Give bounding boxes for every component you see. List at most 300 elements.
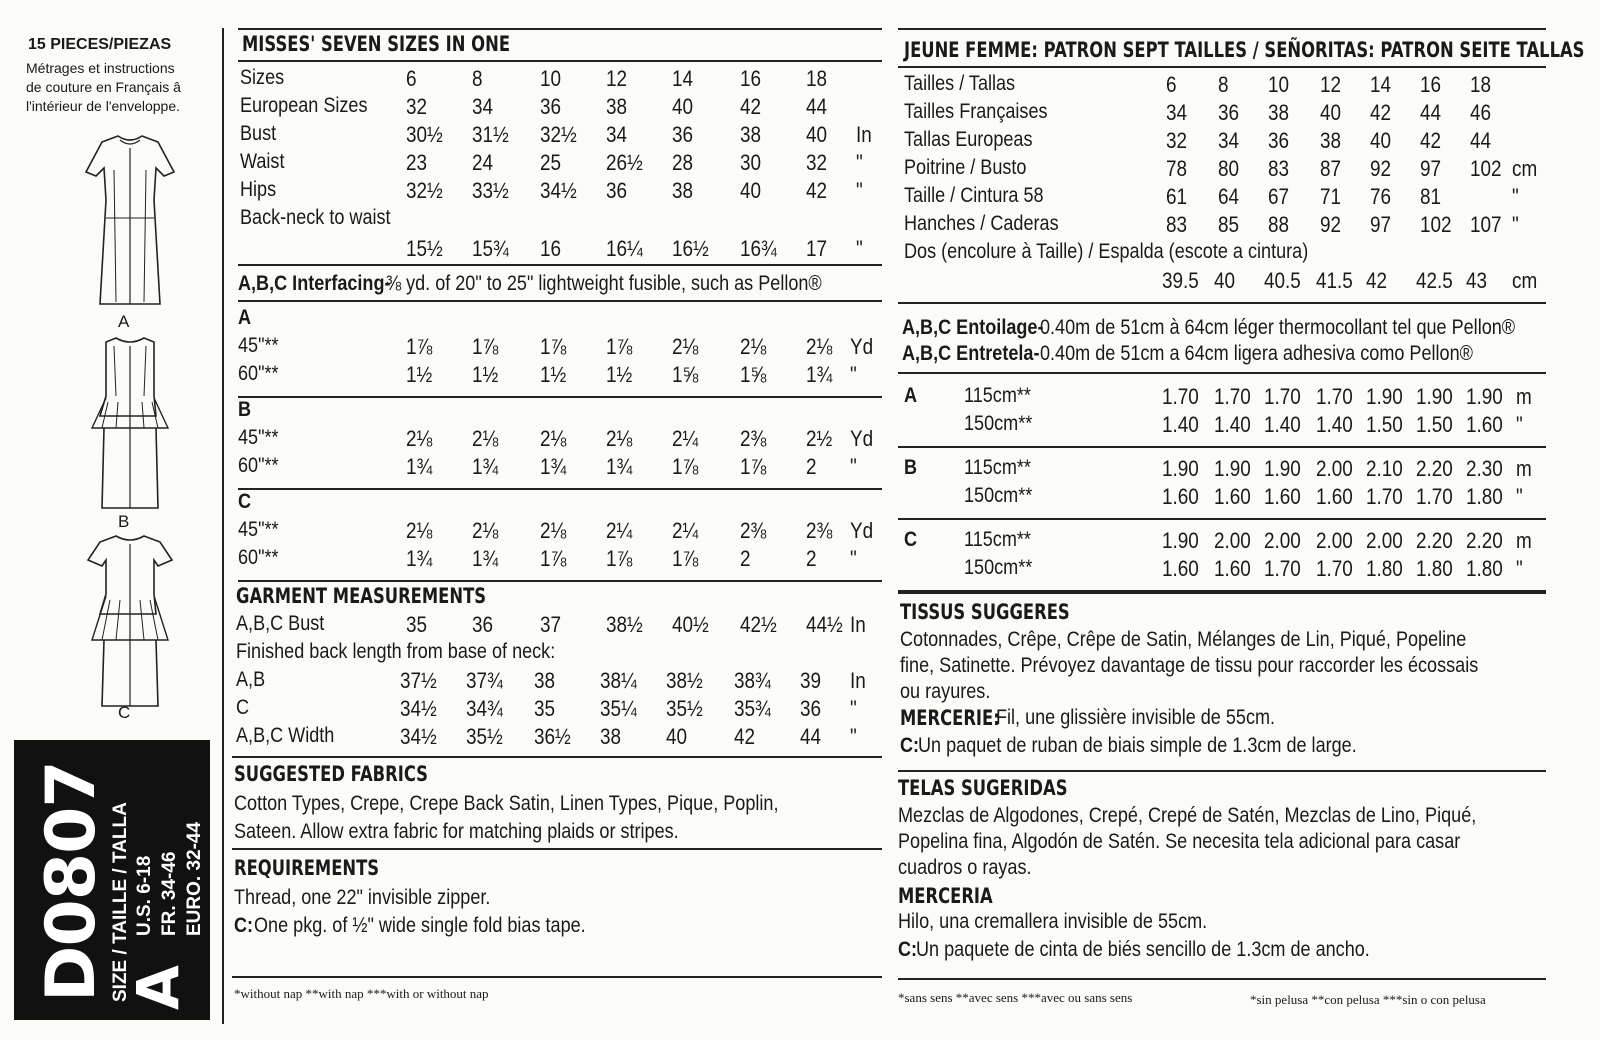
garment-bust-label: A,B,C Bust bbox=[236, 612, 325, 635]
taille-value: 38 bbox=[1268, 100, 1290, 125]
view-heading: B bbox=[904, 456, 918, 479]
meterage-value: 2.20 bbox=[1466, 528, 1503, 553]
width-label: 150cm** bbox=[964, 556, 1033, 579]
pieces-sub-1: Métrages et instructions bbox=[26, 60, 175, 76]
view-heading: C bbox=[904, 528, 918, 551]
merceria-c-bold: C: bbox=[898, 938, 918, 961]
measure-value: 28 bbox=[672, 150, 694, 175]
view-b-label: B bbox=[118, 512, 130, 531]
yardage-value: 2⅛ bbox=[672, 334, 699, 359]
meterage-value: 1.40 bbox=[1162, 412, 1199, 437]
measure-value: 30 bbox=[740, 150, 762, 175]
tissus-text: Cotonnades, Crêpe, Crêpe de Satin, Mélanges de Lin, Piqué, Popeline bbox=[900, 628, 1467, 651]
taille-value: 71 bbox=[1320, 184, 1342, 209]
meterage-value: 2.00 bbox=[1264, 528, 1301, 553]
garment-value: 40 bbox=[666, 724, 688, 749]
measure-value: 38 bbox=[672, 178, 694, 203]
dos-value: 39.5 bbox=[1162, 268, 1199, 293]
pieces-sub-2: de couture en Français â bbox=[26, 79, 181, 95]
yardage-value: 2 bbox=[806, 546, 817, 571]
measure-value: 32½ bbox=[406, 178, 443, 203]
yardage-value: 2 bbox=[740, 546, 751, 571]
yardage-value: 2⅜ bbox=[740, 518, 767, 543]
yardage-value: 1¾ bbox=[472, 546, 499, 571]
pieces-count: 15 PIECES/PIEZAS bbox=[28, 36, 172, 53]
dos-value: 41.5 bbox=[1316, 268, 1353, 293]
taille-value: 85 bbox=[1218, 212, 1240, 237]
meterage-value: 2.00 bbox=[1214, 528, 1251, 553]
yardage-value: 1⅞ bbox=[406, 334, 433, 359]
measure-unit: " bbox=[856, 178, 863, 203]
yardage-value: 2⅛ bbox=[740, 334, 767, 359]
entoilage-text: 0.40m de 51cm à 64cm léger thermocollant tel que Pellon® bbox=[1040, 316, 1516, 339]
measure-value: 30½ bbox=[406, 122, 443, 147]
merceria-c-text: Un paquete de cinta de biés sencillo de 1.3cm de ancho. bbox=[916, 938, 1370, 961]
measure-value: 42 bbox=[740, 94, 762, 119]
yardage-value: 2 bbox=[806, 454, 817, 479]
meterage-value: 1.70 bbox=[1264, 384, 1301, 409]
meterage-value: 2.10 bbox=[1366, 456, 1403, 481]
meterage-value: 1.50 bbox=[1366, 412, 1403, 437]
backneck-value: 15¾ bbox=[472, 236, 509, 261]
taille-value: 38 bbox=[1320, 128, 1342, 153]
view-heading: C bbox=[238, 490, 252, 513]
taille-value: 6 bbox=[1166, 72, 1177, 97]
view-a-label: A bbox=[118, 312, 130, 331]
garment-value: 34½ bbox=[400, 696, 437, 721]
yardage-value: 2⅛ bbox=[406, 518, 433, 543]
meterage-value: 1.60 bbox=[1162, 484, 1199, 509]
width-label: 60"** bbox=[238, 454, 279, 477]
view-rule bbox=[238, 396, 882, 398]
measure-value: 40 bbox=[672, 94, 694, 119]
taille-value: 102 bbox=[1470, 156, 1502, 181]
measure-label: Sizes bbox=[240, 66, 285, 89]
taille-value: 80 bbox=[1218, 156, 1240, 181]
width-label: 45"** bbox=[238, 334, 279, 357]
garment-unit: " bbox=[850, 696, 857, 721]
width-label: 115cm** bbox=[964, 528, 1031, 551]
view-rule bbox=[898, 446, 1546, 448]
taille-value: 44 bbox=[1470, 128, 1492, 153]
misses-title: MISSES' SEVEN SIZES IN ONE bbox=[242, 32, 511, 56]
garment-value: 38¼ bbox=[600, 668, 637, 693]
width-label: 45"** bbox=[238, 426, 279, 449]
yardage-value: 1¾ bbox=[406, 454, 433, 479]
tissus-text: fine, Satinette. Prévoyez davantage de tissu pour raccorder les écossais bbox=[900, 654, 1479, 677]
yardage-value: 2⅛ bbox=[606, 426, 633, 451]
yardage-unit: " bbox=[850, 454, 857, 479]
finished-label: Finished back length from base of neck: bbox=[236, 640, 556, 663]
garment-value: 35½ bbox=[666, 696, 703, 721]
taille-label: Tailles Françaises bbox=[904, 100, 1048, 123]
suggested-fabrics-title: SUGGESTED FABRICS bbox=[234, 762, 428, 786]
footnote-fr: *sans sens **avec sens ***avec ou sans sens bbox=[898, 990, 1133, 1005]
taille-value: 34 bbox=[1166, 100, 1188, 125]
garment-bust-value: 44½ bbox=[806, 612, 843, 637]
taille-value: 92 bbox=[1320, 212, 1342, 237]
measure-value: 31½ bbox=[472, 122, 509, 147]
title-rule-en bbox=[238, 60, 882, 62]
yardage-value: 1½ bbox=[406, 362, 433, 387]
meterage-value: 1.80 bbox=[1466, 556, 1503, 581]
dos-label: Dos (encolure à Taille) / Espalda (escote a cintura) bbox=[904, 240, 1309, 263]
garment-value: 36½ bbox=[534, 724, 571, 749]
measure-value: 36 bbox=[540, 94, 562, 119]
pattern-code: D0807 bbox=[32, 761, 111, 1002]
width-label: 60"** bbox=[238, 362, 279, 385]
taille-value: 36 bbox=[1218, 100, 1240, 125]
telas-title: TELAS SUGERIDAS bbox=[898, 776, 1068, 800]
width-label: 150cm** bbox=[964, 484, 1033, 507]
measure-label: European Sizes bbox=[240, 94, 368, 117]
taille-value: 46 bbox=[1470, 100, 1492, 125]
yardage-unit: " bbox=[850, 546, 857, 571]
yardage-value: 2½ bbox=[806, 426, 833, 451]
taille-value: 16 bbox=[1420, 72, 1442, 97]
fabrics-text-1: Cotton Types, Crepe, Crepe Back Satin, Linen Types, Pique, Poplin, bbox=[234, 792, 779, 815]
jeune-femme-title: JEUNE FEMME: PATRON SEPT TAILLES / SEÑORITAS: PATRON SEITE TALLAS bbox=[904, 38, 1585, 62]
taille-value: 8 bbox=[1218, 72, 1229, 97]
meterage-value: 2.00 bbox=[1366, 528, 1403, 553]
dos-value: 43 bbox=[1466, 268, 1488, 293]
telas-rule bbox=[898, 770, 1546, 772]
measure-value: 34½ bbox=[540, 178, 577, 203]
meterage-value: 1.70 bbox=[1214, 384, 1251, 409]
yardage-value: 1⅝ bbox=[740, 362, 767, 387]
dos-unit: cm bbox=[1512, 268, 1538, 293]
measure-value: 40 bbox=[740, 178, 762, 203]
top-rule-en bbox=[238, 28, 882, 30]
measure-value: 12 bbox=[606, 66, 628, 91]
meterage-value: 1.90 bbox=[1466, 384, 1503, 409]
req-c-bold: C: bbox=[234, 914, 254, 937]
taille-label: Taille / Cintura 58 bbox=[904, 184, 1044, 207]
yardage-value: 2⅛ bbox=[806, 334, 833, 359]
measure-value: 6 bbox=[406, 66, 417, 91]
merceria-title: MERCERIA bbox=[898, 884, 993, 908]
meterage-value: 1.60 bbox=[1214, 556, 1251, 581]
garment-value: 36 bbox=[800, 696, 822, 721]
meterage-value: 2.20 bbox=[1416, 528, 1453, 553]
size-us: U.S. 6-18 bbox=[134, 855, 155, 936]
taille-value: 10 bbox=[1268, 72, 1290, 97]
dos-value: 42 bbox=[1366, 268, 1388, 293]
meterage-value: 1.70 bbox=[1416, 484, 1453, 509]
yardage-value: 2¼ bbox=[672, 518, 699, 543]
yardage-value: 2¼ bbox=[672, 426, 699, 451]
backneck-value: 16½ bbox=[672, 236, 709, 261]
width-label: 115cm** bbox=[964, 384, 1031, 407]
meterage-value: 1.60 bbox=[1264, 484, 1301, 509]
req-text: Thread, one 22" invisible zipper. bbox=[234, 886, 491, 909]
pattern-code-block bbox=[14, 740, 210, 1020]
measure-value: 14 bbox=[672, 66, 694, 91]
garment-value: 44 bbox=[800, 724, 822, 749]
footnote-rule-en bbox=[232, 976, 882, 978]
entretela-bold: A,B,C Entretela- bbox=[902, 342, 1040, 365]
req-rule bbox=[232, 848, 882, 850]
interfacing-bold: A,B,C Interfacing- bbox=[238, 272, 391, 295]
yardage-value: 1¾ bbox=[540, 454, 567, 479]
dress-a-drawing bbox=[80, 130, 180, 310]
measure-value: 44 bbox=[806, 94, 828, 119]
meterage-unit: m bbox=[1516, 384, 1532, 409]
yardage-value: 1⅝ bbox=[672, 362, 699, 387]
measure-value: 25 bbox=[540, 150, 562, 175]
measure-value: 32½ bbox=[540, 122, 577, 147]
taille-value: 32 bbox=[1166, 128, 1188, 153]
taille-value: 83 bbox=[1166, 212, 1188, 237]
garment-bust-value: 40½ bbox=[672, 612, 709, 637]
backneck-value: 15½ bbox=[406, 236, 443, 261]
yardage-value: 1½ bbox=[606, 362, 633, 387]
entoilage-rule-bottom bbox=[898, 372, 1546, 374]
taille-label: Poitrine / Busto bbox=[904, 156, 1027, 179]
garment-value: 35½ bbox=[466, 724, 503, 749]
entoilage-bold: A,B,C Entoilage- bbox=[902, 316, 1044, 339]
fabrics-rule bbox=[232, 756, 882, 758]
measure-value: 38 bbox=[606, 94, 628, 119]
meterage-value: 1.90 bbox=[1162, 528, 1199, 553]
garment-value: 39 bbox=[800, 668, 822, 693]
size-letter: A bbox=[124, 965, 192, 1010]
backneck-label: Back-neck to waist bbox=[240, 206, 391, 229]
footnote-rule-fr bbox=[898, 978, 1546, 980]
yardage-value: 1⅞ bbox=[672, 454, 699, 479]
yardage-value: 2⅛ bbox=[472, 518, 499, 543]
measure-value: 40 bbox=[806, 122, 828, 147]
garment-title: GARMENT MEASUREMENTS bbox=[236, 584, 487, 608]
taille-unit: " bbox=[1512, 184, 1519, 209]
taille-value: 97 bbox=[1370, 212, 1392, 237]
meterage-value: 1.60 bbox=[1162, 556, 1199, 581]
backneck-unit: " bbox=[856, 236, 863, 261]
taille-label: Tailles / Tallas bbox=[904, 72, 1016, 95]
garment-unit: In bbox=[850, 668, 866, 693]
taille-value: 12 bbox=[1320, 72, 1342, 97]
garment-bust-unit: In bbox=[850, 612, 866, 637]
measure-value: 34 bbox=[472, 94, 494, 119]
taille-value: 40 bbox=[1320, 100, 1342, 125]
yardage-value: 2⅜ bbox=[806, 518, 833, 543]
meterage-value: 1.90 bbox=[1264, 456, 1301, 481]
tissus-text: ou rayures. bbox=[900, 680, 991, 703]
entoilage-rule-top bbox=[898, 302, 1546, 304]
backneck-value: 16 bbox=[540, 236, 562, 261]
yardage-value: 1⅞ bbox=[672, 546, 699, 571]
measure-value: 10 bbox=[540, 66, 562, 91]
meterage-value: 2.30 bbox=[1466, 456, 1503, 481]
garment-bust-value: 36 bbox=[472, 612, 494, 637]
meterage-value: 1.60 bbox=[1214, 484, 1251, 509]
yardage-unit: " bbox=[850, 362, 857, 387]
view-heading: B bbox=[238, 398, 252, 421]
garment-value: 35¼ bbox=[600, 696, 637, 721]
yardage-value: 1⅞ bbox=[540, 546, 567, 571]
tissus-rule bbox=[898, 592, 1546, 594]
meterage-value: 1.70 bbox=[1316, 384, 1353, 409]
garment-value: 34¾ bbox=[466, 696, 503, 721]
yardage-value: 1¾ bbox=[406, 546, 433, 571]
measure-unit: " bbox=[856, 150, 863, 175]
meterage-value: 1.60 bbox=[1466, 412, 1503, 437]
measure-value: 26½ bbox=[606, 150, 643, 175]
view-rule bbox=[238, 488, 882, 490]
view-heading: A bbox=[238, 306, 252, 329]
taille-value: 64 bbox=[1218, 184, 1240, 209]
taille-value: 61 bbox=[1166, 184, 1188, 209]
meterage-value: 1.40 bbox=[1214, 412, 1251, 437]
measure-value: 8 bbox=[472, 66, 483, 91]
taille-label: Tallas Europeas bbox=[904, 128, 1033, 151]
backneck-value: 16¾ bbox=[740, 236, 777, 261]
measure-value: 34 bbox=[606, 122, 628, 147]
taille-value: 42 bbox=[1420, 128, 1442, 153]
meterage-unit: m bbox=[1516, 528, 1532, 553]
interfacing-rule-top bbox=[238, 264, 882, 266]
garment-value: 37½ bbox=[400, 668, 437, 693]
footnote-es: *sin pelusa **con pelusa ***sin o con pelusa bbox=[1250, 992, 1486, 1007]
garment-value: 42 bbox=[734, 724, 756, 749]
taille-value: 34 bbox=[1218, 128, 1240, 153]
title-rule-fr bbox=[898, 66, 1546, 68]
garment-value: 35 bbox=[534, 696, 556, 721]
footnote-en: *without nap **with nap ***with or without nap bbox=[234, 986, 489, 1001]
dos-value: 40.5 bbox=[1264, 268, 1301, 293]
yardage-value: 1¾ bbox=[806, 362, 833, 387]
backneck-value: 17 bbox=[806, 236, 828, 261]
measure-value: 16 bbox=[740, 66, 762, 91]
yardage-unit: Yd bbox=[850, 426, 874, 451]
yardage-value: 1⅞ bbox=[606, 334, 633, 359]
yardage-unit: Yd bbox=[850, 518, 874, 543]
size-fr: FR. 34-46 bbox=[159, 851, 180, 936]
garment-value: 38½ bbox=[666, 668, 703, 693]
measure-label: Hips bbox=[240, 178, 277, 201]
merceria-text: Hilo, una cremallera invisible de 55cm. bbox=[898, 910, 1208, 933]
meterage-value: 1.40 bbox=[1316, 412, 1353, 437]
dos-value: 40 bbox=[1214, 268, 1236, 293]
size-label: SIZE / TAILLE / TALLA bbox=[110, 802, 131, 1002]
taille-value: 87 bbox=[1320, 156, 1342, 181]
meterage-unit: m bbox=[1516, 456, 1532, 481]
dress-c-drawing bbox=[80, 530, 180, 710]
taille-value: 107 bbox=[1470, 212, 1502, 237]
yardage-value: 1½ bbox=[472, 362, 499, 387]
measure-value: 36 bbox=[672, 122, 694, 147]
pieces-sub-3: l'intérieur de l'enveloppe. bbox=[26, 98, 180, 114]
telas-text: Mezclas de Algodones, Crepé, Crepé de Satén, Mezclas de Lino, Piqué, bbox=[898, 804, 1477, 827]
measure-value: 23 bbox=[406, 150, 428, 175]
taille-value: 83 bbox=[1268, 156, 1290, 181]
meterage-value: 1.90 bbox=[1366, 384, 1403, 409]
width-label: 60"** bbox=[238, 546, 279, 569]
yardage-value: 1¾ bbox=[606, 454, 633, 479]
yardage-value: 1¾ bbox=[472, 454, 499, 479]
width-label: 45"** bbox=[238, 518, 279, 541]
taille-value: 18 bbox=[1470, 72, 1492, 97]
view-rule bbox=[898, 518, 1546, 520]
meterage-value: 2.20 bbox=[1416, 456, 1453, 481]
taille-value: 67 bbox=[1268, 184, 1290, 209]
interfacing-text: ⅜ yd. of 20" to 25" lightweight fusible, such as Pellon® bbox=[386, 272, 822, 295]
meterage-value: 1.70 bbox=[1366, 484, 1403, 509]
meterage-value: 1.40 bbox=[1264, 412, 1301, 437]
garment-value: 38 bbox=[534, 668, 556, 693]
garment-label: C bbox=[236, 696, 250, 719]
yardage-value: 2⅛ bbox=[472, 426, 499, 451]
meterage-value: 1.70 bbox=[1264, 556, 1301, 581]
taille-value: 40 bbox=[1370, 128, 1392, 153]
fabrics-text-2: Sateen. Allow extra fabric for matching plaids or stripes. bbox=[234, 820, 679, 843]
taille-value: 92 bbox=[1370, 156, 1392, 181]
garment-label: A,B,C Width bbox=[236, 724, 335, 747]
measure-unit: In bbox=[856, 122, 872, 147]
telas-text: Popelina fina, Algodón de Satén. Se necesita tela adicional para casar bbox=[898, 830, 1461, 853]
interfacing-rule-bottom bbox=[238, 300, 882, 302]
garment-bust-value: 37 bbox=[540, 612, 562, 637]
measure-value: 24 bbox=[472, 150, 494, 175]
meterage-value: 1.70 bbox=[1162, 384, 1199, 409]
garment-bust-value: 38½ bbox=[606, 612, 643, 637]
left-divider bbox=[222, 28, 224, 1024]
meterage-value: 1.80 bbox=[1416, 556, 1453, 581]
meterage-unit: " bbox=[1516, 556, 1523, 581]
measure-value: 36 bbox=[606, 178, 628, 203]
yardage-value: 1⅞ bbox=[740, 454, 767, 479]
taille-value: 44 bbox=[1420, 100, 1442, 125]
telas-text: cuadros o rayas. bbox=[898, 856, 1032, 879]
measure-value: 38 bbox=[740, 122, 762, 147]
mercerie-text: Fil, une glissière invisible de 55cm. bbox=[996, 706, 1276, 729]
meterage-value: 2.00 bbox=[1316, 456, 1353, 481]
taille-value: 78 bbox=[1166, 156, 1188, 181]
garment-unit: " bbox=[850, 724, 857, 749]
measure-label: Bust bbox=[240, 122, 277, 145]
meterage-value: 1.90 bbox=[1214, 456, 1251, 481]
meterage-unit: " bbox=[1516, 412, 1523, 437]
yardage-value: 2⅛ bbox=[540, 426, 567, 451]
view-heading: A bbox=[904, 384, 918, 407]
garment-value: 38¾ bbox=[734, 668, 771, 693]
size-euro: EURO. 32-44 bbox=[184, 821, 205, 936]
view-rule bbox=[238, 580, 882, 582]
dress-b-drawing bbox=[80, 332, 180, 512]
measure-value: 42 bbox=[806, 178, 828, 203]
taille-value: 14 bbox=[1370, 72, 1392, 97]
tissus-title: TISSUS SUGGERES bbox=[900, 600, 1070, 624]
taille-unit: " bbox=[1512, 212, 1519, 237]
taille-value: 42 bbox=[1370, 100, 1392, 125]
yardage-value: 1⅞ bbox=[472, 334, 499, 359]
meterage-value: 1.80 bbox=[1366, 556, 1403, 581]
yardage-value: 1⅞ bbox=[606, 546, 633, 571]
requirements-title: REQUIREMENTS bbox=[234, 856, 380, 880]
yardage-value: 2⅜ bbox=[740, 426, 767, 451]
garment-value: 34½ bbox=[400, 724, 437, 749]
taille-value: 88 bbox=[1268, 212, 1290, 237]
taille-value: 97 bbox=[1420, 156, 1442, 181]
meterage-value: 1.90 bbox=[1162, 456, 1199, 481]
yardage-value: 2¼ bbox=[606, 518, 633, 543]
measure-value: 18 bbox=[806, 66, 828, 91]
measure-value: 33½ bbox=[472, 178, 509, 203]
meterage-value: 1.60 bbox=[1316, 484, 1353, 509]
yardage-value: 2⅛ bbox=[540, 518, 567, 543]
req-c-text: One pkg. of ½" wide single fold bias tape. bbox=[254, 914, 586, 937]
taille-value: 76 bbox=[1370, 184, 1392, 209]
